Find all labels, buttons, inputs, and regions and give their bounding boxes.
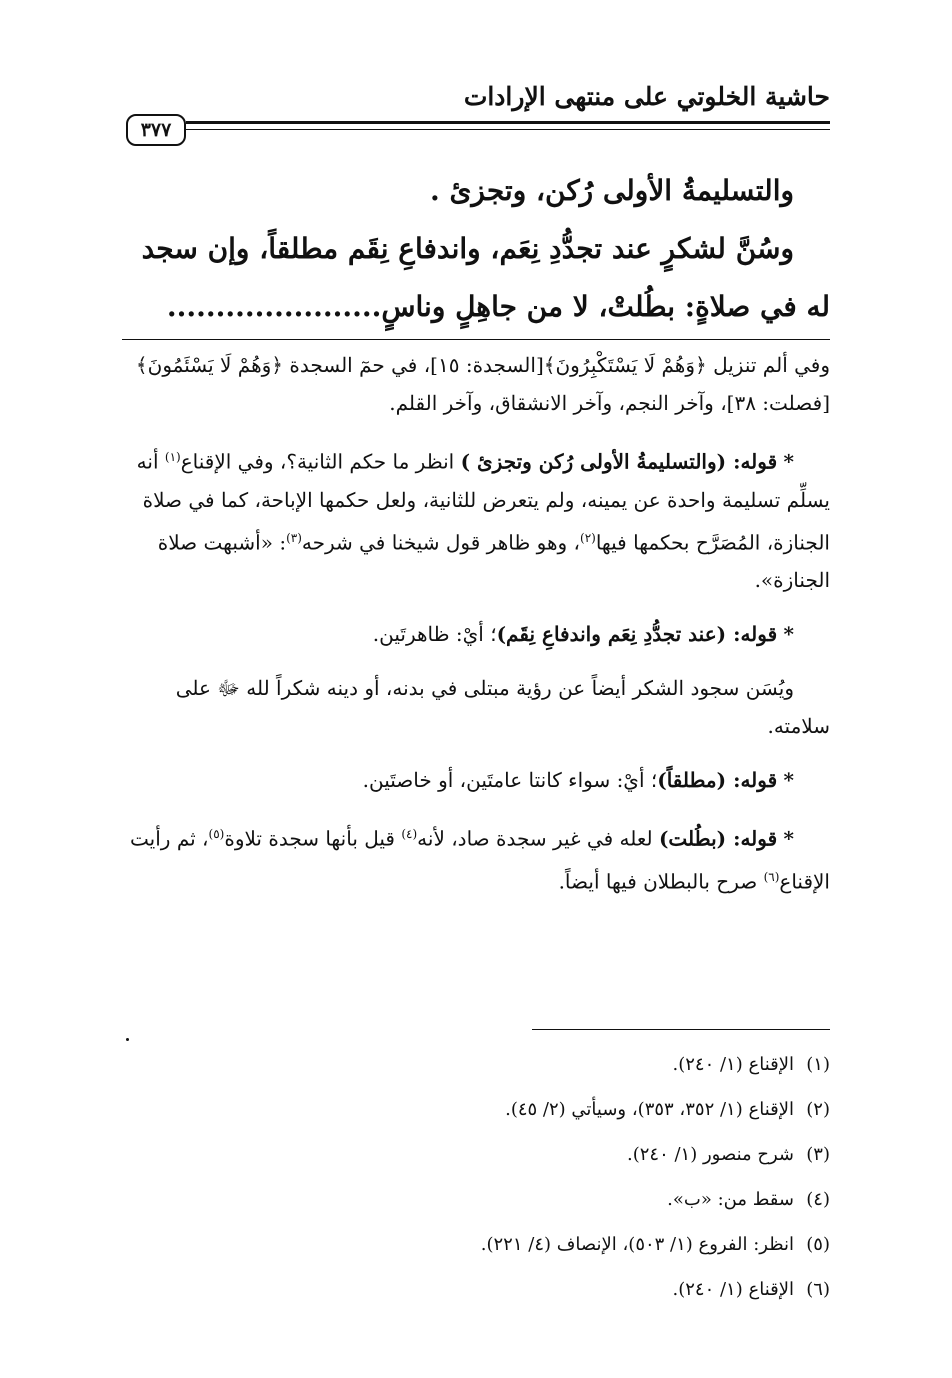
commentary-paragraph [120,438,830,599]
footnote-item [120,1267,830,1312]
footnote-item [120,1177,830,1222]
footnote-ref[interactable]: (٢) [580,530,596,545]
quoted-lemma: قوله: (بطُلت) [658,826,778,851]
footnote-number: (٣) [806,1144,830,1165]
matn-text [120,162,830,336]
footnote-number: (٤) [806,1189,830,1210]
footnote-number: (٢) [806,1099,830,1120]
commentary-text-run: ؛ أيْ: سواء كانتا عامتَين، أو خاصتَين. [362,768,658,793]
quoted-lemma: قوله: (والتسليمةُ الأولى رُكن وتجزئ ) [460,449,778,474]
commentary-text-run: انظر ما حكم الثانية؟، وفي الإقناع [180,449,461,474]
footnote-number: (٦) [806,1279,830,1300]
footnote-text: الإقناع (١/ ٢٤٠). [672,1054,794,1075]
commentary-paragraph: ويُسَن سجود الشكر أيضاً عن رؤية مبتلى في بدنه، أو دينه شكراً لله ﷻ على سلامته. [175,676,830,739]
stray-dot-mark [126,1038,129,1041]
footnote-item [120,1132,830,1177]
commentary-paragraph [120,761,830,799]
matn-separator-rule [122,339,830,340]
star-marker: * [783,826,794,851]
commentary-text [120,346,830,917]
matn-line: والتسليمةُ الأولى رُكن، وتجزئ . [429,174,794,207]
matn-paragraph [120,220,830,336]
commentary-paragraph: وفي ألم تنزيل ﴿وَهُمْ لَا يَسْتَكْبِرُونَ﴾[السجدة: ١٥]، في حمٓ السجدة ﴿وَهُمْ لَا يَسْئَمُونَ﴾[فصلت: ٣٨]، وآخر النجم، وآخر الانشقاق، وآخر القلم. [135,353,830,415]
commentary-paragraph [120,815,830,900]
footnote-text: سقط من: «ب». [667,1189,794,1210]
footnote-text: الإقناع (١/ ٣٥٢، ٣٥٣)، وسيأتي (٢/ ٤٥). [505,1099,794,1120]
commentary-text-run: صرح بالبطلان فيها أيضاً. [558,869,764,894]
commentary-paragraph [120,615,830,653]
footnote-text: انظر: الفروع (١/ ٥٠٣)، الإنصاف (٤/ ٢٢١). [480,1234,794,1255]
matn-dots: ...................... [166,290,382,323]
footnote-text: الإقناع (١/ ٢٤٠). [672,1279,794,1300]
commentary-text-run: ؛ أيْ: ظاهرتَين. [372,622,497,647]
running-header-title: حاشية الخلوتي على منتهى الإرادات [463,82,830,111]
commentary-text-run: أنه يسلِّم تسليمة واحدة عن يمينه، ولم يتعرض للثانية، ولعل حكمها الإباحة، كما في صلاة الجنازة، المُصَرَّح بحكمها فيها [136,449,830,555]
commentary-text-run: : «أشبهت صلاة الجنازة». [157,530,830,593]
footnote-ref[interactable]: (١) [164,450,181,464]
star-marker: * [783,449,794,474]
footnote-item [120,1087,830,1132]
footnote-number: (٥) [806,1234,830,1255]
footnote-ref[interactable]: (٣) [286,530,302,545]
footnote-item [120,1222,830,1267]
quoted-lemma: قوله: (عند تجدُّدِ نِعَم واندفاعِ نِقَم) [496,622,778,647]
footnote-number: (١) [806,1054,830,1075]
header-rule-thin [186,129,830,130]
commentary-text-run: لعله في غير سجدة صاد، لأنه [417,826,659,851]
footnote-ref[interactable]: (٥) [208,827,225,842]
footnote-ref[interactable]: (٤) [401,827,418,842]
star-marker: * [783,768,794,793]
commentary-text-run: ، ثم رأيت الإقناع [130,826,830,894]
commentary-text-run: ، وهو ظاهر قول شيخنا في شرحه [301,530,580,555]
page-number-box: ٣٧٧ [126,114,186,146]
footnote-ref[interactable]: (٦) [763,869,780,884]
footnotes-list [120,1042,830,1312]
quoted-lemma: قوله: (مطلقاً) [657,768,778,793]
footnote-item [120,1042,830,1087]
footnote-separator-rule [532,1029,830,1030]
commentary-text-run: قيل بأنها سجدة تلاوة [224,826,402,851]
matn-sentence: وسُنَّ لشكرٍ عند تجدُّدِ نِعَم، واندفاعِ نِقَم مطلقاً، وإن سجد له في صلاةٍ: بطُلتْ، لا من جاهِلٍ وناسٍ [141,232,830,323]
star-marker: * [783,622,794,647]
footnote-text: شرح منصور (١/ ٢٤٠). [626,1144,794,1165]
header-rule-thick [186,121,830,124]
